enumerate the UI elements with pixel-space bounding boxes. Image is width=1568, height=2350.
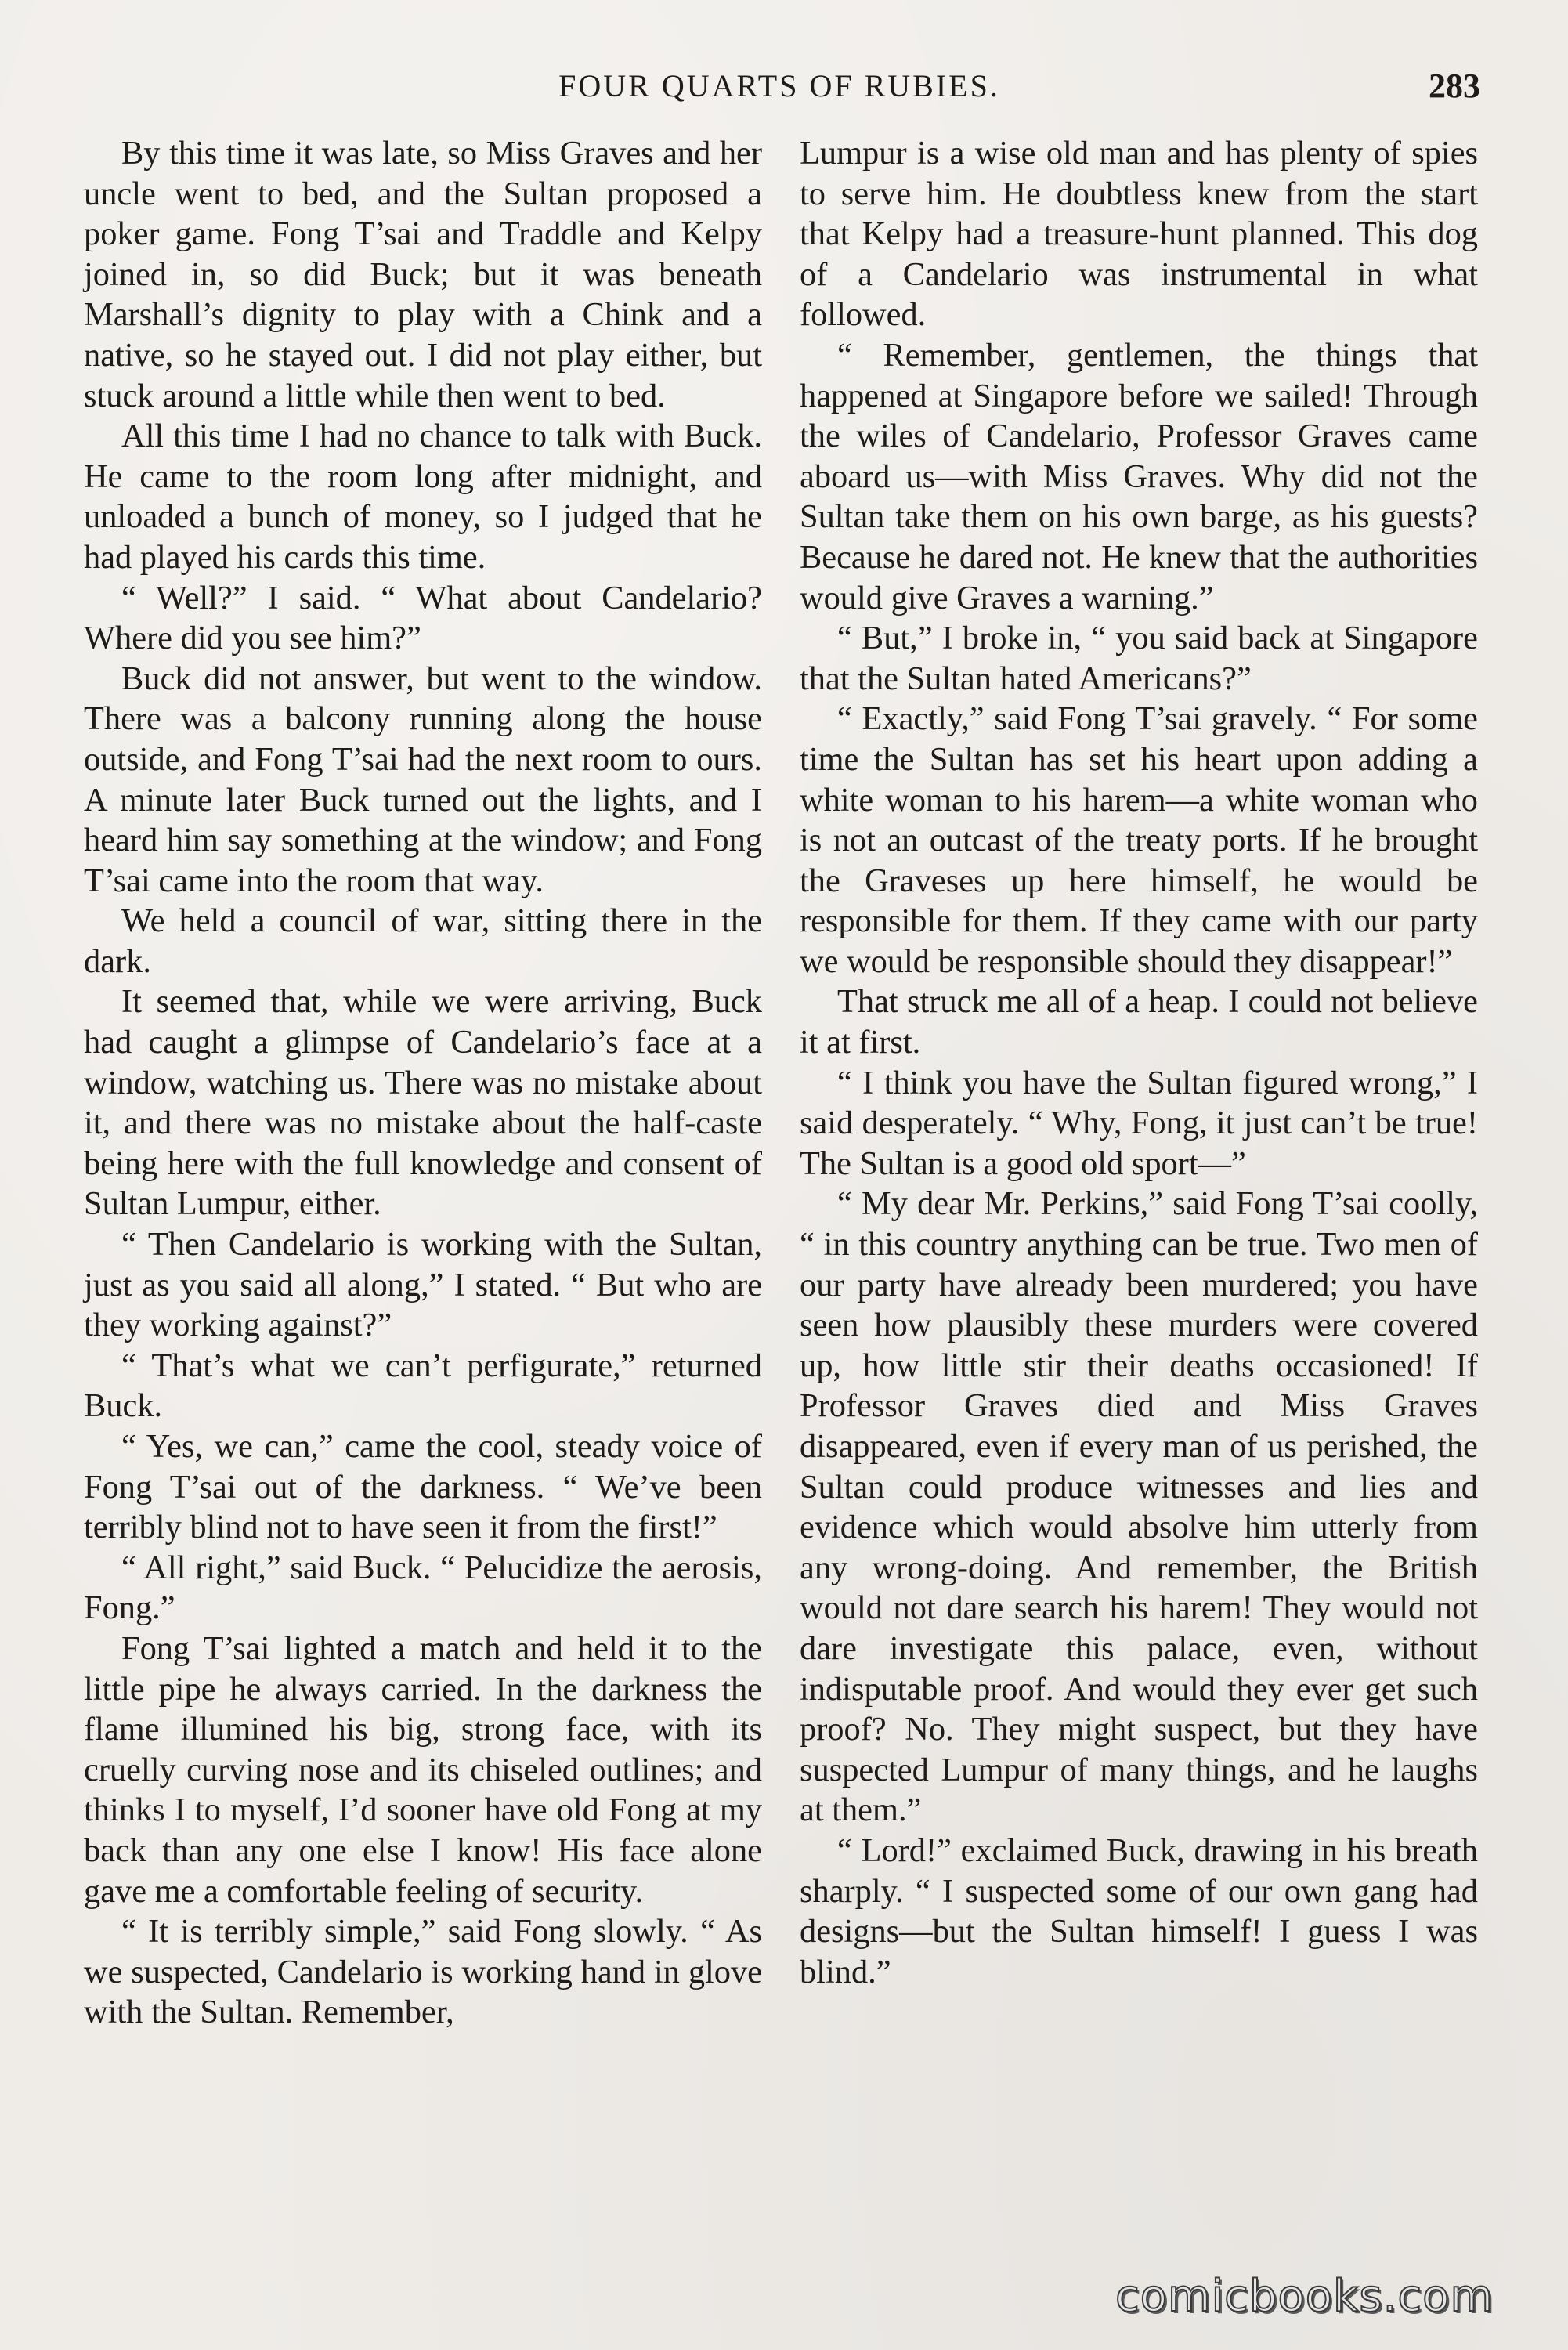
paragraph: We held a council of war, sitting there in the dark. <box>84 902 762 980</box>
paragraph: By this time it was late, so Miss Graves and her uncle went to bed, and the Sultan proposed a poker game. Fong T’sai and Traddle and Kelpy joined in, so did Buck; but it was beneath Marshall’s dignity to play with a Chink and a native, so he stayed out. I did not play either, but stuck around a little while then went to bed. <box>84 135 762 414</box>
paragraph: “ Remember, gentlemen, the things that happened at Singapore before we sailed! Through the wiles of Candelario, Professor Graves came aboard us—with Miss Graves. Why did not the Sultan take them on his own barge, as his guests? Because he dared not. He knew that the authorities would give Graves a warning.” <box>800 336 1478 616</box>
paragraph-continued: Lumpur is a wise old man and has plenty of spies to serve him. He doubtless knew from the start that Kelpy had a treasure-hunt planned. This dog of a Candelario was instrumental in what followed. <box>800 135 1478 334</box>
paragraph: “ Yes, we can,” came the cool, steady voice of Fong T’sai out of the darkness. “ We’ve been terribly blind not to have seen it from the first!” <box>84 1428 762 1546</box>
paragraph: “ Then Candelario is working with the Sultan, just as you said all along,” I stated. “ But who are they working against?” <box>84 1226 762 1344</box>
paragraph: “ Well?” I said. “ What about Candelario? Where did you see him?” <box>84 579 762 657</box>
paragraph: Fong T’sai lighted a match and held it to the little pipe he always carried. In the darkness the flame illumined his big, strong face, with its cruelly curving nose and its chiseled outlines; and thinks I to myself, I’d sooner have old Fong at my back than any one else I know! His face alone gave me a comfortable feeling of security. <box>84 1629 762 1910</box>
paragraph: “ All right,” said Buck. “ Pelucidize the aerosis, Fong.” <box>84 1549 762 1627</box>
running-title: FOUR QUARTS OF RUBIES. <box>558 68 1000 103</box>
paragraph: That struck me all of a heap. I could not believe it at first. <box>800 983 1478 1061</box>
paragraph: “ I think you have the Sultan figured wrong,” I said desperately. “ Why, Fong, it just can’t be true! The Sultan is a good old sport—” <box>800 1064 1478 1182</box>
left-column <box>84 133 762 2033</box>
paragraph: “ Exactly,” said Fong T’sai gravely. “ For some time the Sultan has set his heart upon adding a white woman to his harem—a white woman who is not an outcast of the treaty ports. If he brought the Graveses up here himself, he would be responsible for them. If they came with our party we would be responsible should they disappear!” <box>800 700 1478 980</box>
paragraph: Buck did not answer, but went to the window. There was a balcony running along the house outside, and Fong T’sai had the next room to ours. A minute later Buck turned out the lights, and I heard him say something at the window; and Fong T’sai came into the room that way. <box>84 660 762 899</box>
paragraph: “ My dear Mr. Perkins,” said Fong T’sai coolly, “ in this country anything can be true. Two men of our party have already been murdered; you have seen how plausibly these murders were covered up, how little stir their deaths occasioned! If Professor Graves died and Miss Graves disappeared, even if every man of us perished, the Sultan could produce witnesses and lies and evidence which would absolve him utterly from any wrong-doing. And remember, the British would not dare search his harem! They would not dare investigate this palace, even, without indisputable proof. And would they ever get such proof? No. They might suspect, but they have suspected Lumpur of many things, and he laughs at them.” <box>800 1185 1478 1829</box>
running-head <box>78 67 1480 114</box>
paragraph: “ That’s what we can’t perfigurate,” returned Buck. <box>84 1347 762 1425</box>
watermark-logo: comicbooks.com <box>1115 2271 1494 2322</box>
right-column <box>800 133 1478 1992</box>
paragraph: “ It is terribly simple,” said Fong slowly. “ As we suspected, Candelario is working hand in glove with the Sultan. Remember, <box>84 1913 762 2031</box>
paragraph: “ But,” I broke in, “ you said back at Singapore that the Sultan hated Americans?” <box>800 620 1478 697</box>
paragraph: It seemed that, while we were arriving, Buck had caught a glimpse of Candelario’s face at a window, watching us. There was no mistake about it, and there was no mistake about the half-caste being here with the full knowledge and consent of Sultan Lumpur, either. <box>84 983 762 1223</box>
paragraph: “ Lord!” exclaimed Buck, drawing in his breath sharply. “ I suspected some of our own gang had designs—but the Sultan himself! I guess I was blind.” <box>800 1831 1478 1990</box>
page-number: 283 <box>1429 67 1480 105</box>
paragraph: All this time I had no chance to talk with Buck. He came to the room long after midnight, and unloaded a bunch of money, so I judged that he had played his cards this time. <box>84 418 762 576</box>
